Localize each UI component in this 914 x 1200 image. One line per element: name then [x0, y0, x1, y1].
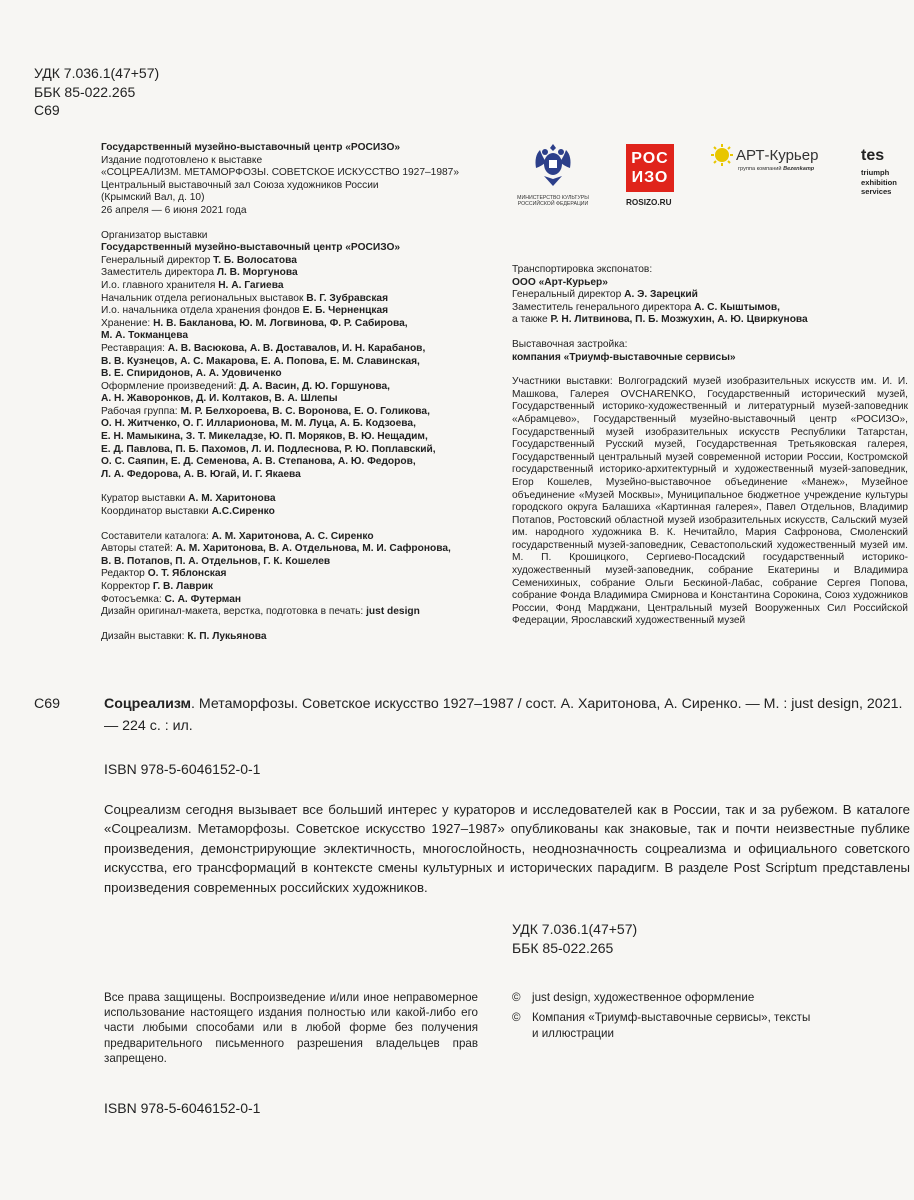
- credit-line: Транспортировка экспонатов:: [512, 264, 653, 275]
- credits-column-right: [512, 264, 908, 628]
- credit-line: Фотосъемка: С. А. Футерман: [101, 593, 242, 605]
- ministry-caption: МИНИСТЕРСТВО КУЛЬТУРЫ РОССИЙСКОЙ ФЕДЕРАЦИИ: [517, 195, 589, 208]
- tes-mark: tes: [861, 147, 885, 164]
- credit-line: Л. А. Федорова, А. В. Югай, И. Г. Якаева: [101, 468, 301, 480]
- double-headed-eagle-icon: [530, 140, 576, 190]
- bib-title: Соцреализм: [104, 696, 192, 712]
- bib-rest: . Метаморфозы. Советское искусство 1927–1987 / сост. А. Харитонова, А. Сиренко. — М. : just design, 2021. — 224 с. : ил.: [104, 696, 903, 734]
- edition-note: Издание подготовлено к выставке: [101, 154, 263, 166]
- partner-logos: [510, 140, 910, 220]
- udk-code: УДК 7.036.1(47+57): [34, 65, 160, 81]
- construction-company: компания «Триумф-выставочные сервисы»: [512, 351, 736, 363]
- credit-line: Составители каталога: А. М. Харитонова, А. С. Сиренко: [101, 530, 374, 542]
- ministry-of-culture-logo: [510, 140, 596, 207]
- credit-line: Рабочая группа: М. Р. Белхороева, В. С. Воронова, Е. О. Голикова,: [101, 405, 430, 417]
- credit-line: О. С. Саяпин, Е. Д. Семенова, А. В. Степанова, А. Ю. Федоров,: [101, 456, 416, 468]
- udk-code: УДК 7.036.1(47+57): [512, 921, 638, 937]
- art-courier-subtitle: группа компаний Bezenkamp: [738, 166, 815, 172]
- credit-line: О. Н. Житченко, О. Г. Илларионова, М. М. Луца, А. Б. Кодзоева,: [101, 418, 416, 430]
- credit-line: Хранение: Н. В. Бакланова, Ю. М. Логвинова, Ф. Р. Сабирова,: [101, 317, 408, 329]
- art-courier-name: АРТ-Курьер: [736, 146, 819, 164]
- credit-line: Заместитель генерального директора А. С. Кыштымов,: [512, 301, 780, 313]
- credit-line: В. Е. Спиридонов, А. А. Удовиченко: [101, 368, 282, 380]
- credit-line: И.о. начальника отдела хранения фондов Е. Б. Черненцкая: [101, 305, 389, 317]
- bbk-code: ББК 85-022.265: [512, 940, 614, 956]
- footer-catalog-codes: [512, 920, 637, 958]
- rosizo-url: ROSIZO.RU: [626, 198, 672, 207]
- rights-notice: Все права защищены. Воспроизведение и/или иное неправомерное использование настоящего издания полностью или какой-либо его части любыми способами или в любой форме без получения предварительного письменного разрешения владельцев прав запрещено.: [104, 991, 478, 1065]
- construction-label: Выставочная застройка:: [512, 338, 628, 350]
- isbn-main: ISBN 978-5-6046152-0-1: [104, 761, 261, 777]
- credit-line: Государственный музейно-выставочный центр «РОСИЗО»: [101, 242, 401, 254]
- credit-line: Организатор выставки: [101, 229, 208, 241]
- participants-text: Участники выставки: Волгоградский музей изобразительных искусств им. И. И. Машкова, Галерея OVCHARENKO, Государственный исторический музей, Государственный историко-художественный и литературный музей-заповедник «Абрамцево», Государственный музейно-выставочный центр «РОСИЗО», Государственный музей изобразительных искусств Республики Татарстан, Государственный Русский музей, Государственная Третьяковская галерея, Государственный центральный музей современной истории России, Костромской государственный историко-архитектурный и художественный музей-заповедник, Егор Кошелев, Музейно-выставочное объединение «Манеж», Музейное объединение «Музей Москвы», Муниципальное бюджетное учреждение культуры городского округа Балашиха «Картинная галерея», Павел Отдельнов, Владимир Потапов, Ростовский областной музей изобразительных искусств, Сальский музей им. народного художника В. К. Нечитайло, Мария Сафронова, Смоленский государственный музей-заповедник, Севастопольский художественный музей им. М. П. Крошицкого, Сергиево-Посадский государственный историко-художественный музей-заповедник, собрание Екатерины и Владимира Семенихиных, собрание Ольги Бескиной-Лабас, собрание Сергея Попова, собрание Фонда Владимира Смирнова и Константина Сорокина, Союз художников России, Фонд Марджани, Центральный музей Вооруженных Сил Российской Федерации, Ярославский художественный музей: [512, 376, 908, 627]
- credit-line: Дизайн оригинал-макета, верстка, подготовка в печать: just design: [101, 606, 420, 618]
- catalog-credits-list: [101, 531, 491, 619]
- credit-line: Генеральный директор Т. Б. Волосатова: [101, 254, 297, 266]
- copyright-list: [512, 990, 812, 1045]
- publisher-name: Государственный музейно-выставочный центр «РОСИЗО»: [101, 142, 401, 153]
- exhibition-dates: 26 апреля — 6 июня 2021 года: [101, 204, 247, 216]
- credit-line: Авторы статей: А. М. Харитонова, В. А. Отдельнова, М. И. Сафронова,: [101, 543, 451, 555]
- credit-line: Е. Н. Мамыкина, З. Т. Микеладзе, Ю. П. Моряков, В. Ю. Нещадим,: [101, 431, 428, 443]
- venue: Центральный выставочный зал Союза художников России: [101, 179, 379, 191]
- credit-line: Начальник отдела региональных выставок В. Г. Зубравская: [101, 292, 389, 304]
- copyright-icon: ©: [512, 991, 521, 1004]
- tes-text: triumph exhibition services: [861, 168, 897, 197]
- copyright-icon: ©: [512, 1010, 521, 1024]
- credit-line: а также Р. Н. Литвинова, П. Б. Мозжухин, А. Ю. Цвиркунова: [512, 314, 808, 326]
- credit-line: М. А. Токманцева: [101, 330, 189, 342]
- rosizo-mark: РОС ИЗО: [626, 144, 674, 192]
- credit-line: Координатор выставки А.С.Сиренко: [101, 506, 275, 518]
- credit-line: Оформление произведений: Д. А. Васин, Д. Ю. Горшунова,: [101, 380, 390, 392]
- art-courier-logo: [710, 144, 840, 172]
- credits-list: [101, 230, 491, 482]
- credit-line: Заместитель директора Л. В. Моргунова: [101, 267, 298, 279]
- rosizo-logo: [626, 144, 682, 207]
- exhibition-title: «СОЦРЕАЛИЗМ. МЕТАМОРФОЗЫ. СОВЕТСКОЕ ИСКУССТВО 1927–1987»: [101, 167, 459, 179]
- venue-address: (Крымский Вал, д. 10): [101, 192, 205, 204]
- author-mark: С69: [34, 102, 60, 118]
- curators-list: [101, 493, 491, 518]
- bbk-code: ББК 85-022.265: [34, 83, 136, 100]
- isbn-footer: ISBN 978-5-6046152-0-1: [104, 1100, 261, 1116]
- copyright-line: © just design, художественное оформление: [512, 991, 755, 1004]
- credit-line: Редактор О. Т. Яблонская: [101, 568, 227, 580]
- credit-line: ООО «Арт-Курьер»: [512, 276, 608, 288]
- credit-line: Корректор Г. В. Лаврик: [101, 581, 213, 592]
- bib-description: [104, 693, 912, 737]
- credit-line: Генеральный директор А. Э. Зарецкий: [512, 289, 698, 301]
- credits-column-left: [101, 142, 491, 643]
- annotation: Соцреализм сегодня вызывает все больший интерес у кураторов и исследователей как в России, так и за рубежом. В каталоге «Соцреализм. Метаморфозы. Советское искусство 1927–1987» опубликованы как знаковые, так и почти неизвестные публике произведения, демонстрирующие эклектичность, многослойность, неоднозначность соцреализма и официального советского искусства, его трансформаций в контексте смены культурных и исторических парадигм. В разделе Post Scriptum представлены произведения современных российских художников.: [104, 802, 910, 895]
- copyright-line: © Компания «Триумф-выставочные сервисы», тексты и иллюстрации: [512, 1010, 811, 1040]
- credit-line: А. Н. Жаворонков, Д. И. Колтаков, В. А. Шлепы: [101, 393, 338, 405]
- exhibit-design-credit: Дизайн выставки: К. П. Лукьянова: [101, 630, 267, 642]
- credit-line: И.о. главного хранителя Н. А. Гагиева: [101, 279, 284, 291]
- credit-line: Куратор выставки А. М. Харитонова: [101, 493, 276, 505]
- tes-logo: [861, 148, 914, 197]
- sun-burst-icon: [710, 144, 736, 166]
- credit-line: Реставрация: А. В. Васюкова, А. В. Доставалов, И. Н. Карабанов,: [101, 342, 426, 354]
- transport-list: [512, 264, 908, 327]
- credit-line: В. В. Кузнецов, А. С. Макарова, Е. А. Попова, Е. М. Славинская,: [101, 355, 420, 367]
- bib-author-mark: С69: [34, 696, 61, 712]
- credit-line: Е. Д. Павлова, П. Б. Пахомов, Л. И. Подлеснова, Р. Ю. Поплавский,: [101, 443, 436, 455]
- top-catalog-codes: [34, 64, 159, 120]
- credit-line: В. В. Потапов, П. А. Отдельнов, Г. К. Кошелев: [101, 555, 331, 567]
